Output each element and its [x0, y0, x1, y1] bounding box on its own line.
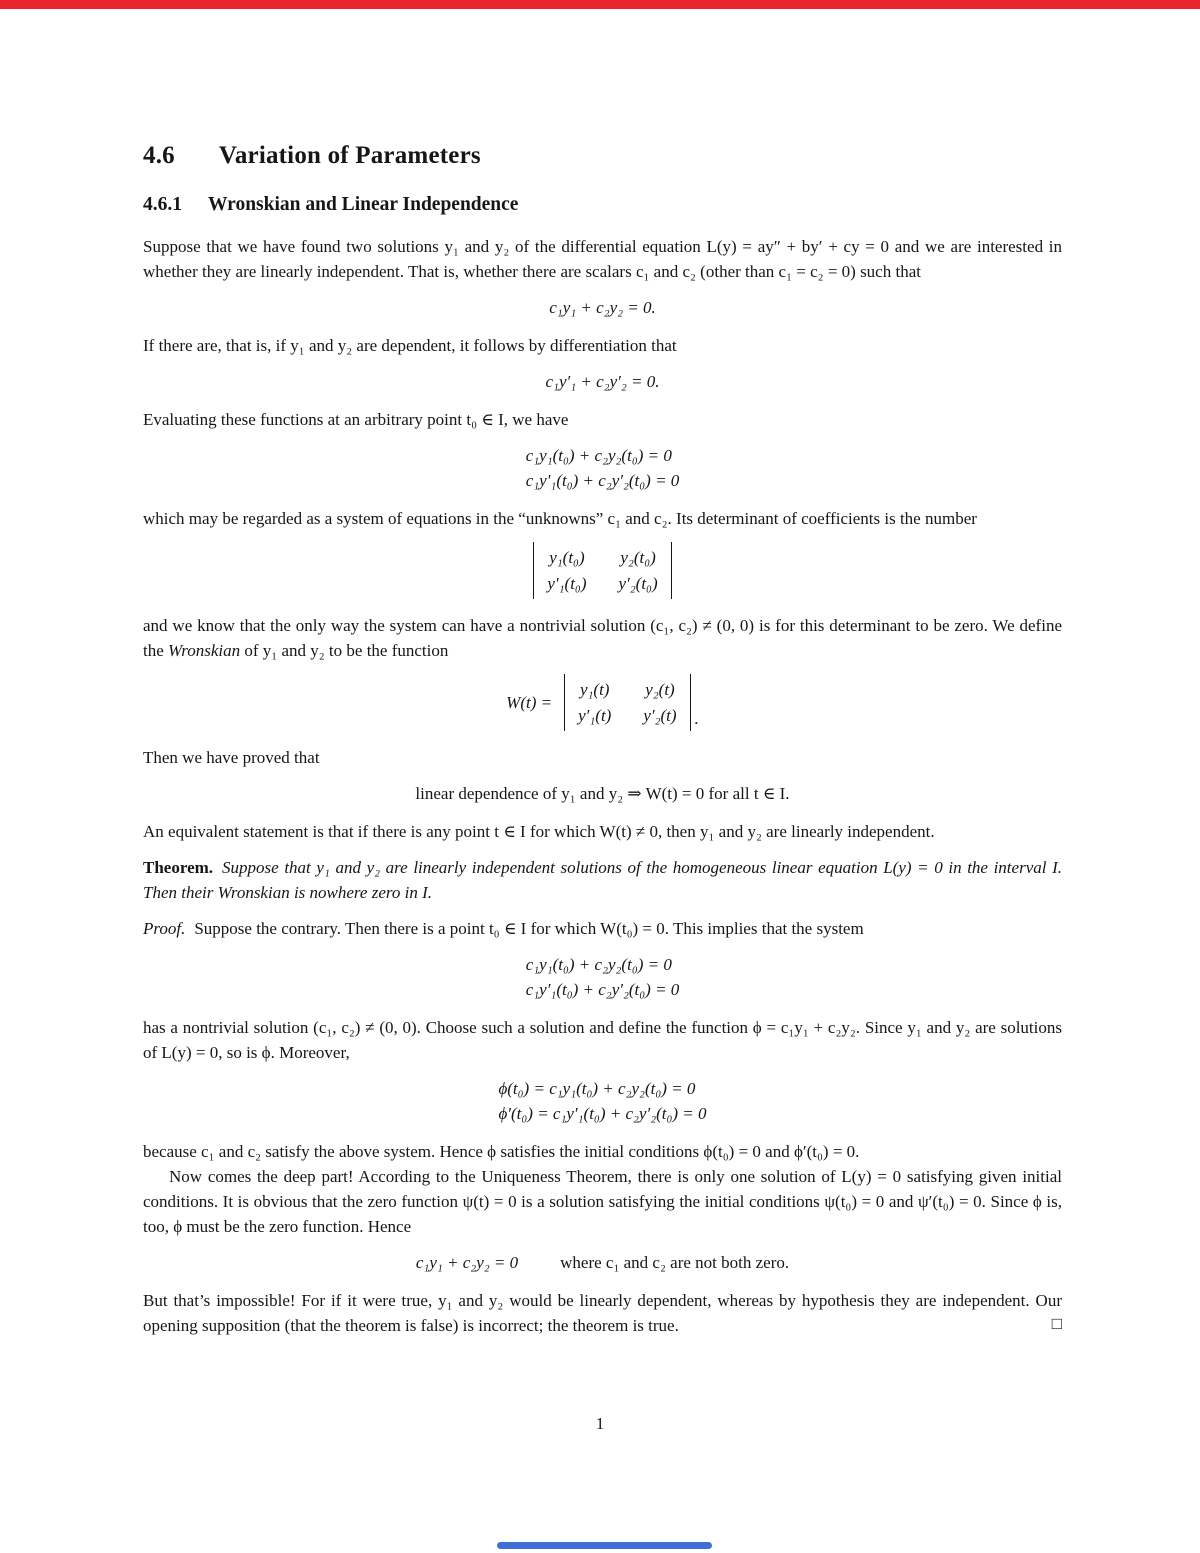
section-number: 4.6 — [143, 142, 175, 169]
paragraph-equivalent: An equivalent statement is that if there is any point t ∈ I for which W(t) ≠ 0, then y₁ and y₂ are linearly independent. — [143, 822, 935, 841]
paragraph-nontrivial: has a nontrivial solution (c₁, c₂) ≠ (0, 0). Choose such a solution and define the function ϕ = c₁y₁ + c₂y₂. Since y₁ and y₂ are solutions of L(y) = 0, so is ϕ. Moreover, — [143, 1018, 1062, 1062]
subsection-title: Wronskian and Linear Independence — [208, 194, 519, 215]
page-number: 1 — [595, 1414, 605, 1433]
section-heading — [143, 141, 1062, 171]
determinant-right-bar — [671, 542, 672, 599]
determinant-entry: y₁(t) — [579, 680, 610, 699]
system-2-line-1: c₁y₁(t₀) + c₂y₂(t₀) = 0 — [525, 955, 672, 974]
theorem-label: Theorem. — [143, 858, 214, 877]
qed-box: □ — [1051, 1314, 1062, 1333]
determinant-right-bar — [690, 674, 691, 731]
equation-system-2 — [143, 952, 1062, 1002]
proof-label: Proof. — [143, 919, 186, 938]
proof-paragraph — [143, 916, 1062, 941]
wronskian-term: Wronskian — [168, 641, 241, 660]
bottom-edge-strip — [497, 1542, 712, 1549]
system-2-line-2: c₁y′₁(t₀) + c₂y′₂(t₀) = 0 — [525, 980, 680, 999]
determinant-entry: y₂(t₀) — [620, 548, 656, 567]
paragraph-deep-part: Now comes the deep part! According to the Uniqueness Theorem, there is only one solution of L(y) = 0 satisfying given initial conditions. It is obvious that the zero function ψ(t) = 0 is a solution satisfying the initial conditions ψ(t₀) = 0 and ψ′(t₀) = 0. Since ϕ is, too, ϕ must be the zero function. Hence — [143, 1167, 1062, 1236]
determinant-entry: y₁(t₀) — [549, 548, 585, 567]
wronskian-lhs: W(t) = — [506, 693, 553, 712]
document-content — [143, 141, 1062, 1349]
determinant-entry: y′₁(t) — [578, 706, 612, 725]
final-equation: c₁y₁ + c₂y₂ = 0 — [415, 1253, 519, 1272]
equation-derivative-combination: c₁y′₁ + c₂y′₂ = 0. — [545, 372, 660, 391]
closing-paragraph — [143, 1288, 1062, 1338]
wronskian-definition-post: of y₁ and y₂ to be the function — [240, 641, 449, 660]
wronskian-matrix — [564, 674, 690, 731]
determinant-entry: y′₂(t₀) — [618, 574, 658, 593]
equation-linear-combination: c₁y₁ + c₂y₂ = 0. — [549, 298, 656, 317]
system-1-line-2: c₁y′₁(t₀) + c₂y′₂(t₀) = 0 — [525, 471, 680, 490]
display-wronskian-definition — [143, 674, 1062, 731]
paragraph-proved: Then we have proved that — [143, 748, 320, 767]
determinant-entry: y′₂(t) — [643, 706, 677, 725]
paragraph-intro: Suppose that we have found two solutions y₁ and y₂ of the differential equation L(y) = ay″ + by′ + cy = 0 and we are interested in whether they are linearly independent. That is, whether there are scalars c₁ and c₂ (other than c₁ = c₂ = 0) such that — [143, 237, 1062, 281]
equation-implication: linear dependence of y₁ and y₂ ⇒ W(t) = 0 for all t ∈ I. — [415, 784, 790, 803]
equation-phi-system — [143, 1076, 1062, 1126]
determinant-matrix — [533, 542, 671, 599]
determinant-entry: y′₁(t₀) — [547, 574, 587, 593]
paragraph-because: because c₁ and c₂ satisfy the above system. Hence ϕ satisfies the initial conditions ϕ(t₀) = 0 and ϕ′(t₀) = 0. — [143, 1142, 860, 1161]
wronskian-definition-pre: and we know that the only way the system can have a nontrivial solution (c₁, c₂) ≠ (0, 0) is for this determinant to be zero. We define the — [143, 616, 1062, 660]
subsection-number: 4.6.1 — [143, 194, 182, 215]
final-equation-note: where c₁ and c₂ are not both zero. — [560, 1253, 790, 1272]
proof-text: Suppose the contrary. Then there is a point t₀ ∈ I for which W(t₀) = 0. This implies that the system — [194, 919, 864, 938]
phi-line-2: ϕ′(t₀) = c₁y′₁(t₀) + c₂y′₂(t₀) = 0 — [498, 1104, 707, 1123]
paragraph-differentiation: If there are, that is, if y₁ and y₂ are dependent, it follows by differentiation that — [143, 336, 677, 355]
wronskian-period: . — [694, 709, 699, 728]
subsection-heading — [143, 193, 1062, 217]
paragraph-wronskian-definition — [143, 613, 1062, 663]
closing-text: But that’s impossible! For if it were true, y₁ and y₂ would be linearly dependent, whereas by hypothesis they are independent. Our opening supposition (that the theorem is false) is incorrect; the theorem is true. — [143, 1291, 1062, 1335]
theorem-paragraph — [143, 855, 1062, 905]
paragraph-determinant-remark: which may be regarded as a system of equations in the “unknowns” c₁ and c₂. Its determinant of coefficients is the number — [143, 509, 977, 528]
theorem-text: Suppose that y₁ and y₂ are linearly independent solutions of the homogeneous linear equation L(y) = 0 in the interval I. Then their Wronskian is nowhere zero in I. — [143, 858, 1062, 902]
phi-line-1: ϕ(t₀) = c₁y₁(t₀) + c₂y₂(t₀) = 0 — [498, 1079, 696, 1098]
determinant-entry: y₂(t) — [645, 680, 675, 699]
top-edge-strip — [0, 0, 1200, 9]
section-title: Variation of Parameters — [218, 142, 481, 169]
equation-system-1 — [143, 443, 1062, 493]
system-1-line-1: c₁y₁(t₀) + c₂y₂(t₀) = 0 — [525, 446, 672, 465]
equation-final — [143, 1250, 1062, 1275]
display-determinant — [143, 542, 1062, 599]
paragraph-evaluating: Evaluating these functions at an arbitrary point t₀ ∈ I, we have — [143, 410, 569, 429]
